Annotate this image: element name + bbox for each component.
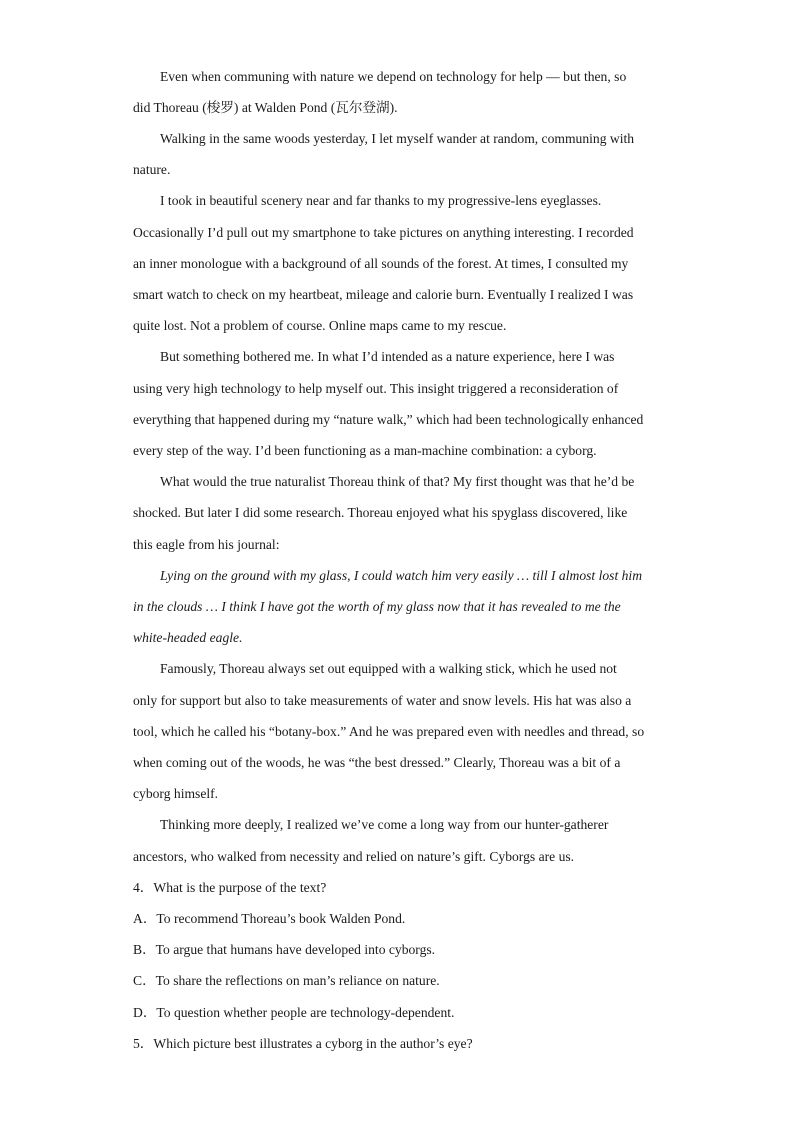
paragraph-5-line-3: this eagle from his journal: <box>133 537 280 552</box>
question-4-stem: 4．What is the purpose of the text? <box>133 880 327 895</box>
journal-quote-line-1: Lying on the ground with my glass, I could watch him very easily … till I almost lost him <box>160 568 643 583</box>
paragraph-6-line-3: tool, which he called his “botany-box.” And he was prepared even with needles and thread, so <box>133 724 645 739</box>
paragraph-3-line-3: an inner monologue with a background of all sounds of the forest. At times, I consulted my <box>133 256 629 271</box>
paragraph-3-line-4: smart watch to check on my heartbeat, mileage and calorie burn. Eventually I realized I was <box>133 287 634 302</box>
question-5-stem: 5．Which picture best illustrates a cyborg in the author’s eye? <box>133 1036 473 1051</box>
paragraph-6-line-4: when coming out of the woods, he was “the best dressed.” Clearly, Thoreau was a bit of a <box>133 755 621 770</box>
paragraph-2-line-2: nature. <box>133 162 171 177</box>
journal-quote-line-2: in the clouds … I think I have got the worth of my glass now that it has revealed to me the <box>133 599 621 614</box>
paragraph-3-line-5: quite lost. Not a problem of course. Online maps came to my rescue. <box>133 318 507 333</box>
paragraph-4-line-4: every step of the way. I’d been functioning as a man-machine combination: a cyborg. <box>133 443 597 458</box>
paragraph-4-line-1: But something bothered me. In what I’d intended as a nature experience, here I was <box>160 349 615 364</box>
paragraph-6-line-2: only for support but also to take measurements of water and snow levels. His hat was also a <box>133 693 632 708</box>
question-4-option-c: C．To share the reflections on man’s reliance on nature. <box>133 973 440 988</box>
question-4-option-a: A．To recommend Thoreau’s book Walden Pond. <box>133 911 406 926</box>
question-4-option-d: D．To question whether people are technology-dependent. <box>133 1005 455 1020</box>
journal-quote-line-3: white-headed eagle. <box>133 630 243 645</box>
paragraph-5-line-2: shocked. But later I did some research. Thoreau enjoyed what his spyglass discovered, like <box>133 505 628 520</box>
paragraph-1-line-2: did Thoreau (梭罗) at Walden Pond (瓦尔登湖). <box>133 100 398 115</box>
paragraph-5-line-1: What would the true naturalist Thoreau think of that? My first thought was that he’d be <box>160 474 635 489</box>
paragraph-7-line-1: Thinking more deeply, I realized we’ve come a long way from our hunter-gatherer <box>160 817 609 832</box>
paragraph-2-line-1: Walking in the same woods yesterday, I let myself wander at random, communing with <box>160 131 635 146</box>
paragraph-3-line-1: I took in beautiful scenery near and far thanks to my progressive-lens eyeglasses. <box>160 193 602 208</box>
paragraph-1-line-1: Even when communing with nature we depend on technology for help — but then, so <box>160 69 627 84</box>
paragraph-4-line-3: everything that happened during my “nature walk,” which had been technologically enhanced <box>133 412 644 427</box>
paragraph-6-line-1: Famously, Thoreau always set out equipped with a walking stick, which he used not <box>160 661 617 676</box>
paragraph-4-line-2: using very high technology to help myself out. This insight triggered a reconsideration of <box>133 381 619 396</box>
paragraph-6-line-5: cyborg himself. <box>133 786 219 801</box>
question-4-option-b: B．To argue that humans have developed into cyborgs. <box>133 942 436 957</box>
paragraph-7-line-2: ancestors, who walked from necessity and relied on nature’s gift. Cyborgs are us. <box>133 849 575 864</box>
paragraph-3-line-2: Occasionally I’d pull out my smartphone to take pictures on anything interesting. I recorded <box>133 225 634 240</box>
